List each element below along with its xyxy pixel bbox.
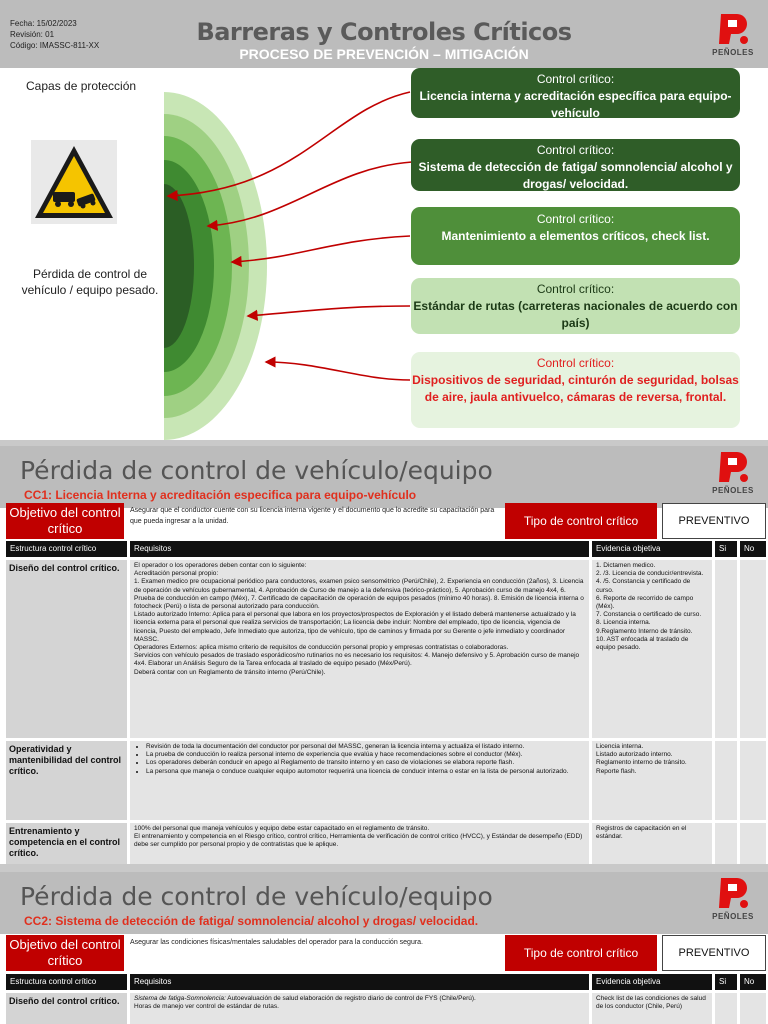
control-box-2 <box>411 139 740 191</box>
table-row-estructura: Entrenamiento y competencia en el control crítico. <box>6 823 127 864</box>
control-text: Mantenimiento a elementos críticos, check list. <box>441 229 710 243</box>
slide-header <box>0 872 768 934</box>
requisitos-text: Autoevaluación de salud elaboración de registro diario de control de FYS (Chile/Perú). Horas de manejo ver control de estándar de rutas. <box>134 995 476 1011</box>
slide-header <box>0 446 768 508</box>
meta-revision: Revisión: 01 <box>10 30 55 39</box>
penoles-logo <box>705 874 761 930</box>
control-label: Control crítico: <box>536 72 615 86</box>
list-item: • La persona que maneja o conduce cualquier equipo automotor requerirá una licencia de conducir interna o estar en la lista de personal autorizado. <box>146 768 585 776</box>
objetivo-label: Objetivo del control crítico <box>6 935 124 971</box>
tipo-value: PREVENTIVO <box>662 935 766 971</box>
page-subtitle: PROCESO DE PREVENCIÓN – MITIGACIÓN <box>239 46 529 62</box>
th-si: Si <box>715 974 737 990</box>
si-checkbox[interactable] <box>715 560 737 738</box>
table-row-estructura: Diseño del control crítico. <box>6 560 127 738</box>
table-row-evidencia: 1. Dictamen medico. 2. /3. Licencia de conducir/entrevista. 4. /5. Constancia y certificado de curso. 6. Reporte de recorrido de campo (Méx). 7. Constancia o certificado de curso. 8. Licencia interna. 9.Reglamento Interno de tránsito. 10. AST enfocada al traslado de equipo pesado. <box>592 560 712 738</box>
si-checkbox[interactable] <box>715 741 737 820</box>
table-row-evidencia: Check list de las condiciones de salud de los conductor (Chile, Perú) <box>592 993 712 1024</box>
slide-separator <box>0 864 768 872</box>
table-row-requisitos <box>130 741 589 820</box>
page-subtitle: CC1: Licencia Interna y acreditación especifica para equipo-vehículo <box>24 488 417 502</box>
th-no: No <box>740 541 766 557</box>
control-text: Dispositivos de seguridad, cinturón de seguridad, bolsas de aire, jaula antivuelco, cámaras de reversa, frontal. <box>412 373 739 404</box>
penoles-logo <box>705 448 761 504</box>
page-title: Pérdida de control de vehículo/equipo <box>20 882 493 911</box>
table-row-requisitos <box>130 993 589 1024</box>
tipo-label: Tipo de control crítico <box>505 503 657 539</box>
th-evidencia: Evidencia objetiva <box>592 974 712 990</box>
meta-codigo: Código: IMASSC-811-XX <box>10 41 100 50</box>
logo-text: PEÑOLES <box>712 48 754 57</box>
control-text: Estándar de rutas (carreteras nacionales de acuerdo con país) <box>413 299 738 330</box>
capas-label: Capas de protección <box>26 79 137 93</box>
th-evidencia: Evidencia objetiva <box>592 541 712 557</box>
control-label: Control crítico: <box>536 212 615 226</box>
logo-text: PEÑOLES <box>712 912 754 921</box>
control-text: Licencia interna y acreditación específica para equipo-vehículo <box>419 89 732 120</box>
table-row-requisitos: El operador o los operadores deben contar con lo siguiente: Acreditación personal propio: 1. Examen medico pre ocupacional periódico para conductores, examen psico sensométrico (Perú/Chile), 2. Experiencia en conducción (2años), 3. Licencia de operación de vehículos gubernamental, 4. Aprobación de Curso de manejo a la defensiva (teórico-práctico), 5. Aprobación curso de manejo 4x4, 6. Prueba de conducción en campo (Méx), 7. Certificado de capacitación de operación de equipos pesados (mínimo 40 horas). 8. Emisión de licencia interna o fotocheck (Perú) o lista de personal autorizado para conducción. Listado autorizado Interno: Aplica para el personal que labora en los proyectos/prospectos de Exploración y el listado deberá mantenerse actualizado y la licencia externa para el personal que realiza servicios de transportación; La licencia debe incluir: Nombre del empleado, tipo de licencia, vigencia de licencia, Puesto del empleado, Jefe Inmediato que autoriza, tipo de vehículo, tipo de caminos y firmada por su Gerente o jefe inmediato y coordinador MASSC. Operadores Externos: aplica mismo criterio de requisitos de conducción personal propio y empresas contratistas o colaboradoras. Servicios con vehículo pesados de traslado esporádicos/no rutinarios no es necesario los requisitos: 4. Manejo defensivo y 5. Aprobación curso de manejo 4x4. Elaborar un Análisis Seguro de la Tarea enfocada al traslado de equipo pesado (Méx/Perú). Deberá contar con un Reglamento de tránsito interno (Perú/Chile). <box>130 560 589 738</box>
objetivo-text: Asegurar las condiciones físicas/mentales saludables del operador para la conducción segura. <box>130 939 424 946</box>
slide-cc2 <box>0 872 768 1024</box>
table-row-evidencia: Registros de capacitación en el estándar. <box>592 823 712 864</box>
th-requisitos: Requisitos <box>130 974 589 990</box>
th-no: No <box>740 974 766 990</box>
table-row-estructura: Operatividad y mantenibilidad del control crítico. <box>6 741 127 820</box>
no-checkbox[interactable] <box>740 823 766 864</box>
requisitos-list <box>134 743 585 776</box>
control-label: Control crítico: <box>536 143 615 157</box>
control-text: Sistema de detección de fatiga/ somnolencia/ alcohol y drogas/ velocidad. <box>418 160 733 191</box>
penoles-logo-mark <box>715 876 751 910</box>
table-row-requisitos: 100% del personal que maneja vehículos y equipo debe estar capacitado en el reglamento de tránsito. El entrenamiento y competencia en el Riesgo crítico, control crítico, Herramienta de verificación de control crítico (HVCC), y Estándar de desempeño (EDD) debe ser cumplido por personal propio y de contratistas que le aplique. <box>130 823 589 864</box>
table-row-estructura: Diseño del control crítico. <box>6 993 127 1024</box>
list-item: • Los operadores deberán conducir en apego al Reglamento de transito interno y en caso de violaciones se elabora reporte flash. <box>146 759 585 767</box>
objetivo-text: Asegurar que el conductor cuente con su licencia interna vigente y el documento que lo acredite su capacitación para que pueda ingresar a la unidad. <box>130 507 495 525</box>
slide-barreras <box>0 0 768 440</box>
tipo-value: PREVENTIVO <box>662 503 766 539</box>
control-label: Control crítico: <box>536 282 615 296</box>
arrow-control-5 <box>266 362 410 380</box>
table-row-evidencia: Licencia interna. Listado autorizado interno. Reglamento interno de tránsito. Reporte flash. <box>592 741 712 820</box>
penoles-logo-mark <box>715 450 751 484</box>
meta-fecha: Fecha: 15/02/2023 <box>10 19 77 28</box>
control-box-5 <box>411 352 740 428</box>
layer-1 <box>134 184 194 348</box>
logo-text: PEÑOLES <box>712 486 754 495</box>
list-item: • La prueba de conducción lo realiza personal interno de experiencia que evalúa y hace recomendaciones sobre el conductor (Méx). <box>146 751 585 759</box>
no-checkbox[interactable] <box>740 993 766 1024</box>
control-box-4 <box>411 278 740 334</box>
list-item: • Revisión de toda la documentación del conductor por personal del MASSC, generan la licencia interna y actualiza el listado interno. <box>146 743 585 751</box>
no-checkbox[interactable] <box>740 741 766 820</box>
si-checkbox[interactable] <box>715 823 737 864</box>
th-estructura: Estructura control crítico <box>6 541 127 557</box>
page-title: Pérdida de control de vehículo/equipo <box>20 456 493 485</box>
no-checkbox[interactable] <box>740 560 766 738</box>
tipo-label: Tipo de control crítico <box>505 935 657 971</box>
th-requisitos: Requisitos <box>130 541 589 557</box>
requisitos-heading: Sistema de fatiga-Somnolencia: <box>134 995 226 1002</box>
control-box-3 <box>411 207 740 265</box>
th-estructura: Estructura control crítico <box>6 974 127 990</box>
arrow-control-4 <box>248 306 410 316</box>
page-subtitle: CC2: Sistema de detección de fatiga/ somnolencia/ alcohol y drogas/ velocidad. <box>24 914 479 928</box>
riesgo-label: Pérdida de control de vehículo / equipo pesado. <box>21 267 159 297</box>
objetivo-label: Objetivo del control crítico <box>6 503 124 539</box>
si-checkbox[interactable] <box>715 993 737 1024</box>
control-box-1 <box>411 68 740 118</box>
control-label: Control crítico: <box>536 356 615 370</box>
page-title: Barreras y Controles Críticos <box>196 18 572 46</box>
th-si: Si <box>715 541 737 557</box>
slide-cc1 <box>0 446 768 864</box>
